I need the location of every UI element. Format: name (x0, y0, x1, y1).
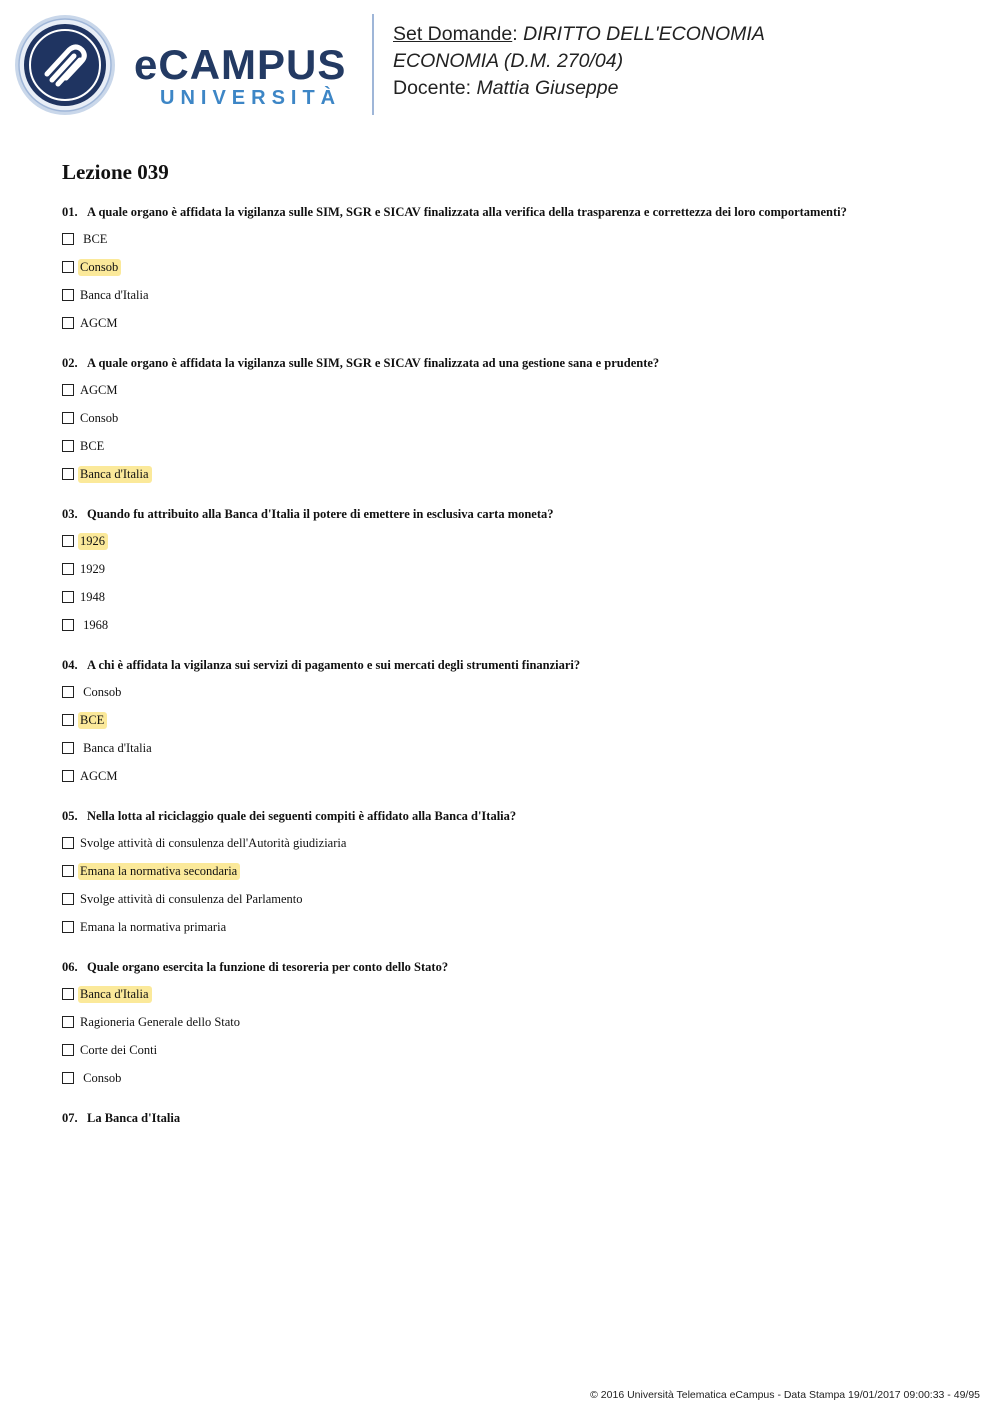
answer-label: BCE (80, 231, 108, 246)
question-number: 03. (62, 507, 78, 521)
checkbox-icon[interactable] (62, 1044, 74, 1056)
answer-label: Ragioneria Generale dello Stato (80, 1014, 241, 1029)
checkbox-icon[interactable] (62, 921, 74, 933)
checkbox-icon[interactable] (62, 289, 74, 301)
answer-label: 1929 (80, 561, 105, 576)
question-number: 06. (62, 960, 78, 974)
checkbox-icon[interactable] (62, 384, 74, 396)
answer-option[interactable] (62, 1064, 962, 1092)
answer-label: BCE (80, 438, 105, 453)
checkbox-icon[interactable] (62, 714, 74, 726)
question-1 (62, 203, 962, 337)
answer-label: Banca d'Italia (80, 740, 152, 755)
answer-option[interactable] (62, 829, 962, 857)
answer-label-highlighted: Emana la normativa secondaria (78, 863, 240, 880)
teacher-name: Mattia Giuseppe (476, 77, 619, 99)
question-number: 02. (62, 356, 78, 370)
brand-name: eCAMPUS (134, 41, 347, 88)
checkbox-icon[interactable] (62, 770, 74, 782)
page-header (0, 0, 1000, 130)
course-title-line2: ECONOMIA (D.M. 270/04) (393, 50, 624, 72)
question-text (62, 958, 962, 976)
answer-option[interactable] (62, 460, 962, 488)
ecampus-logo (14, 14, 374, 118)
answer-option[interactable] (62, 734, 962, 762)
answer-option[interactable] (62, 225, 962, 253)
answer-label: Consob (80, 1070, 122, 1085)
question-body: A quale organo è affidata la vigilanza sulle SIM, SGR e SICAV finalizzata ad una gestione sana e prudente? (87, 356, 660, 370)
answer-label-highlighted: Banca d'Italia (78, 466, 152, 483)
checkbox-icon[interactable] (62, 535, 74, 547)
answer-label: AGCM (80, 315, 118, 330)
question-body: Quando fu attribuito alla Banca d'Italia il potere di emettere in esclusiva carta moneta? (87, 507, 554, 521)
checkbox-icon[interactable] (62, 686, 74, 698)
question-6 (62, 958, 962, 1092)
checkbox-icon[interactable] (62, 837, 74, 849)
question-3 (62, 505, 962, 639)
checkbox-icon[interactable] (62, 468, 74, 480)
answer-option[interactable] (62, 913, 962, 941)
answer-option[interactable] (62, 706, 962, 734)
question-body: A quale organo è affidata la vigilanza sulle SIM, SGR e SICAV finalizzata alla verifica della trasparenza e correttezza dei loro comportamenti? (87, 205, 847, 219)
answer-label-highlighted: BCE (78, 712, 107, 729)
answer-label: AGCM (80, 382, 118, 397)
answer-option[interactable] (62, 281, 962, 309)
answer-option[interactable] (62, 376, 962, 404)
teacher-line (393, 75, 765, 102)
answer-option[interactable] (62, 309, 962, 337)
answer-label: Corte dei Conti (80, 1042, 158, 1057)
answer-label: Emana la normativa primaria (80, 919, 227, 934)
question-2 (62, 354, 962, 488)
question-body: La Banca d'Italia (87, 1111, 181, 1125)
answer-label-highlighted: 1926 (78, 533, 108, 550)
teacher-label: Docente: (393, 77, 477, 99)
question-body: Quale organo esercita la funzione di tesoreria per conto dello Stato? (87, 960, 449, 974)
answer-label: 1968 (80, 617, 109, 632)
answer-option[interactable] (62, 527, 962, 555)
answer-option[interactable] (62, 432, 962, 460)
checkbox-icon[interactable] (62, 619, 74, 631)
question-text (62, 203, 962, 221)
set-label: Set Domande (393, 23, 513, 45)
checkbox-icon[interactable] (62, 742, 74, 754)
checkbox-icon[interactable] (62, 261, 74, 273)
question-text (62, 807, 962, 825)
course-title-line1: DIRITTO DELL'ECONOMIA (523, 23, 765, 45)
set-separator: : (512, 23, 524, 45)
lesson-title: Lezione 039 (62, 160, 169, 184)
brand-subtitle: UNIVERSITÀ (160, 87, 342, 109)
checkbox-icon[interactable] (62, 865, 74, 877)
checkbox-icon[interactable] (62, 893, 74, 905)
checkbox-icon[interactable] (62, 1072, 74, 1084)
answer-option[interactable] (62, 857, 962, 885)
question-5 (62, 807, 962, 941)
question-text (62, 505, 962, 523)
set-line (393, 21, 765, 48)
header-divider (372, 14, 374, 115)
course-line (393, 48, 765, 75)
checkbox-icon[interactable] (62, 412, 74, 424)
question-body: Nella lotta al riciclaggio quale dei seguenti compiti è affidato alla Banca d'Italia? (87, 809, 517, 823)
checkbox-icon[interactable] (62, 988, 74, 1000)
answer-option[interactable] (62, 404, 962, 432)
question-body: A chi è affidata la vigilanza sui servizi di pagamento e sui mercati degli strumenti finanziari? (87, 658, 581, 672)
answer-option[interactable] (62, 885, 962, 913)
answer-option[interactable] (62, 1008, 962, 1036)
question-text (62, 354, 962, 372)
answer-option[interactable] (62, 1036, 962, 1064)
answer-option[interactable] (62, 980, 962, 1008)
answer-label: Consob (80, 410, 119, 425)
page-footer: © 2016 Università Telematica eCampus - Data Stampa 19/01/2017 09:00:33 - 49/95 (590, 1389, 980, 1401)
checkbox-icon[interactable] (62, 1016, 74, 1028)
question-number: 04. (62, 658, 78, 672)
checkbox-icon[interactable] (62, 591, 74, 603)
checkbox-icon[interactable] (62, 317, 74, 329)
question-number: 01. (62, 205, 78, 219)
question-number: 05. (62, 809, 78, 823)
checkbox-icon[interactable] (62, 440, 74, 452)
university-seal-icon (14, 14, 116, 116)
question-number: 07. (62, 1111, 78, 1125)
answer-label: 1948 (80, 589, 105, 604)
checkbox-icon[interactable] (62, 233, 74, 245)
answer-option[interactable] (62, 583, 962, 611)
question-4 (62, 656, 962, 790)
answer-label: AGCM (80, 768, 118, 783)
answer-label: Svolge attività di consulenza del Parlamento (80, 891, 303, 906)
answer-option[interactable] (62, 611, 962, 639)
course-info (393, 21, 765, 102)
answer-label-highlighted: Banca d'Italia (78, 986, 152, 1003)
question-text (62, 656, 962, 674)
answer-option[interactable] (62, 678, 962, 706)
answer-label: Banca d'Italia (80, 287, 149, 302)
answer-label: Consob (80, 684, 122, 699)
question-text (62, 1109, 962, 1127)
checkbox-icon[interactable] (62, 563, 74, 575)
answer-label-highlighted: Consob (78, 259, 121, 276)
answer-label: Svolge attività di consulenza dell'Autorità giudiziaria (80, 835, 347, 850)
answer-option[interactable] (62, 762, 962, 790)
answer-option[interactable] (62, 253, 962, 281)
question-7 (62, 1109, 962, 1131)
answer-option[interactable] (62, 555, 962, 583)
